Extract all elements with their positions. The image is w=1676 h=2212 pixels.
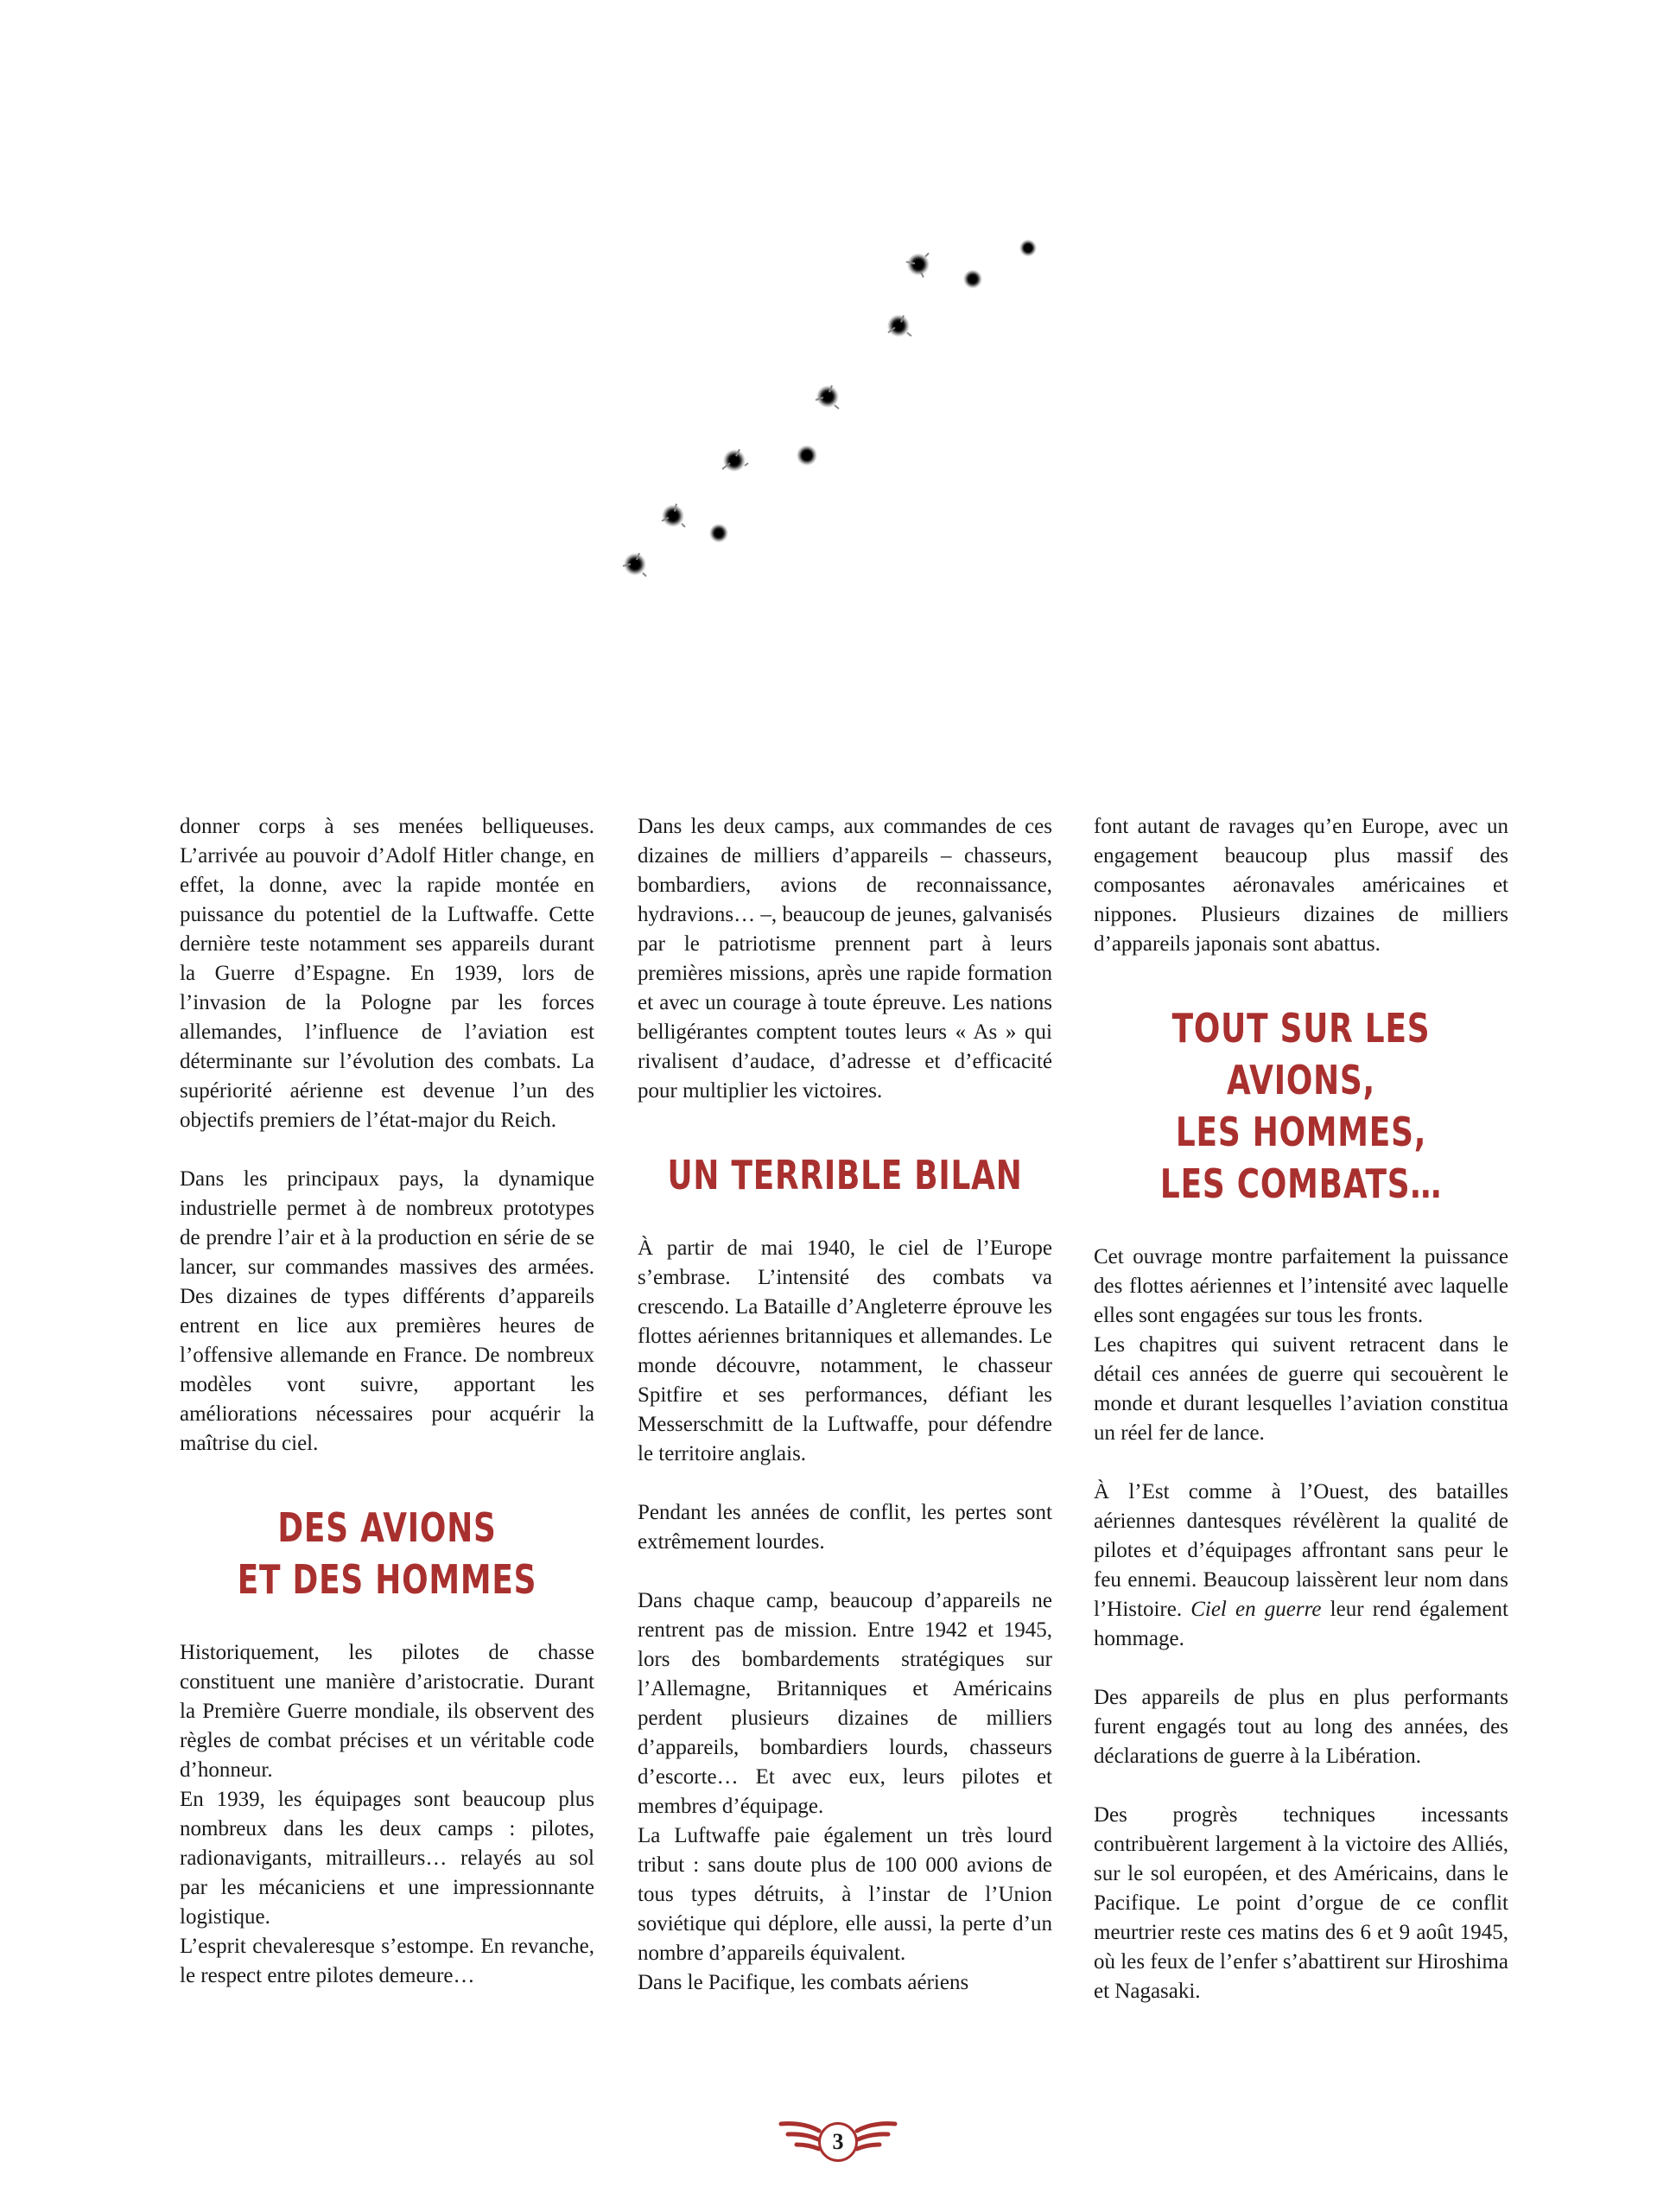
- paragraph: [1094, 1478, 1508, 1654]
- page-number: 3: [818, 2122, 858, 2162]
- text-run: À l’Est comme à l’Ouest, des batailles aériennes dantesques révélèrent la qualité de pilotes et d’équipages affrontant sans peur le feu ennemi. Beaucoup laissèrent leur nom dans l’Histoire.: [1094, 1480, 1508, 1621]
- text-column-1: [180, 812, 594, 1991]
- heading-line: LES HOMMES,: [1175, 1109, 1427, 1155]
- paragraph: donner corps à ses menées belliqueuses. L’arrivée au pouvoir d’Adolf Hitler change, en effet, la donne, avec la rapide montée en puissance du potentiel de la Luftwaffe. Cette dernière teste notamment ses appareils durant la Guerre d’Espagne. En 1939, lors de l’invasion de la Pologne par les forces allemandes, l’influence de l’aviation est déterminante sur l’évolution des combats. La supériorité aérienne est devenue l’un des objectifs premiers de l’état-major du Reich.: [180, 815, 594, 1132]
- paragraph: Dans chaque camp, beaucoup d’appareils ne rentrent pas de mission. Entre 1942 et 1945, lors des bombardements stratégiques sur l’Allemagne, Britanniques et Américains perdent plusieurs dizaines de milliers d’appareils, bombardiers lourds, chasseurs d’escorte… Et avec eux, leurs pilotes et membres d’équipage.: [638, 1589, 1052, 1818]
- paragraph: En 1939, les équipages sont beaucoup plus nombreux dans les deux camps : pilotes, radionavigants, mitrailleurs… relayés au sol par les mécaniciens et une impressionnante logistique.: [180, 1788, 594, 1929]
- heading-line: TOUT SUR LES AVIONS,: [1171, 1005, 1431, 1103]
- book-title: Ciel en guerre: [1190, 1598, 1322, 1621]
- paragraph: Des appareils de plus en plus performants furent engagés tout au long des années, des déclarations de guerre à la Libération.: [1094, 1686, 1508, 1768]
- text-column-3: [1094, 812, 1508, 2006]
- heading-line: UN TERRIBLE BILAN: [667, 1152, 1023, 1198]
- paragraph: L’esprit chevaleresque s’estompe. En revanche, le respect entre pilotes demeure…: [180, 1935, 594, 1987]
- paragraph: À partir de mai 1940, le ciel de l’Europe s’embrase. L’intensité des combats va crescendo. La Bataille d’Angleterre éprouve les flottes aériennes britanniques et allemandes. Le monde découvre, notamment, le chasseur Spitfire et ses performances, défiant les Messerschmitt de la Luftwaffe, pour défendre le territoire anglais.: [638, 1236, 1052, 1465]
- paragraph: Les chapitres qui suivent retracent dans le détail ces années de guerre qui secouèrent le monde et durant lesquelles l’aviation constitua un réel fer de lance.: [1094, 1333, 1508, 1445]
- paragraph: La Luftwaffe paie également un très lourd tribut : sans doute plus de 100 000 avions de tous types détruits, à l’instar de l’Union soviétique qui déplore, elle aussi, la perte d’un nombre d’appareils équivalent.: [638, 1824, 1052, 1965]
- paragraph: Cet ouvrage montre parfaitement la puissance des flottes aériennes et l’intensité avec laquelle elles sont engagées sur tous les fronts.: [1094, 1245, 1508, 1327]
- text-run: leur rend également hommage.: [1094, 1598, 1508, 1650]
- paragraph: Dans les principaux pays, la dynamique industrielle permet à de nombreux prototypes de prendre l’air et à la production en série de se lancer, sur commandes massives des armées. Des dizaines de types différents d’appareils entrent en lice aux premières heures de l’offensive allemande en France. De nombreux modèles vont suivre, apportant les améliorations nécessaires pour acquérir la maîtrise du ciel.: [180, 1167, 594, 1455]
- paragraph: Pendant les années de conflit, les pertes sont extrêmement lourdes.: [638, 1501, 1052, 1554]
- heading-line: DES AVIONS: [277, 1504, 497, 1551]
- paragraph: Historiquement, les pilotes de chasse constituent une manière d’aristocratie. Durant la Première Guerre mondiale, ils observent des règles de combat précises et un véritable code d’honneur.: [180, 1641, 594, 1782]
- text-column-2: [638, 812, 1052, 1998]
- paragraph: Des progrès techniques incessants contribuèrent largement à la victoire des Alliés, sur le sol européen, et des Américains, dans le Pacifique. Le point d’orgue de ce conflit meurtrier reste ces matins des 6 et 9 août 1945, où les feux de l’enfer s’abattirent sur Hiroshima et Nagasaki.: [1094, 1803, 1508, 2003]
- heading-line: ET DES HOMMES: [237, 1556, 537, 1603]
- paragraph: Dans le Pacifique, les combats aériens: [638, 1971, 969, 1994]
- section-heading-tout-sur-les-avions: [1099, 1002, 1503, 1210]
- section-heading-avions-hommes: [185, 1502, 589, 1605]
- bullet-hole-group: [623, 239, 1037, 576]
- heading-line: LES COMBATS…: [1159, 1160, 1443, 1207]
- paragraph: font autant de ravages qu’en Europe, avec un engagement beaucoup plus massif des composantes aéronavales américaines et nippones. Plusieurs dizaines de milliers d’appareils japonais sont abattus.: [1094, 815, 1508, 956]
- paragraph: Dans les deux camps, aux commandes de ces dizaines de milliers d’appareils – chasseurs, bombardiers, avions de reconnaissance, hydravions… –, beaucoup de jeunes, galvanisés par le patriotisme prennent part à leurs premières missions, après une rapide formation et avec un courage à toute épreuve. Les nations belligérantes comptent toutes leurs « As » qui rivalisent d’audace, d’adresse et d’efficacité pour multiplier les victoires.: [638, 815, 1052, 1103]
- section-heading-terrible-bilan: [643, 1149, 1047, 1201]
- bullet-holes-illustration: [0, 0, 1676, 778]
